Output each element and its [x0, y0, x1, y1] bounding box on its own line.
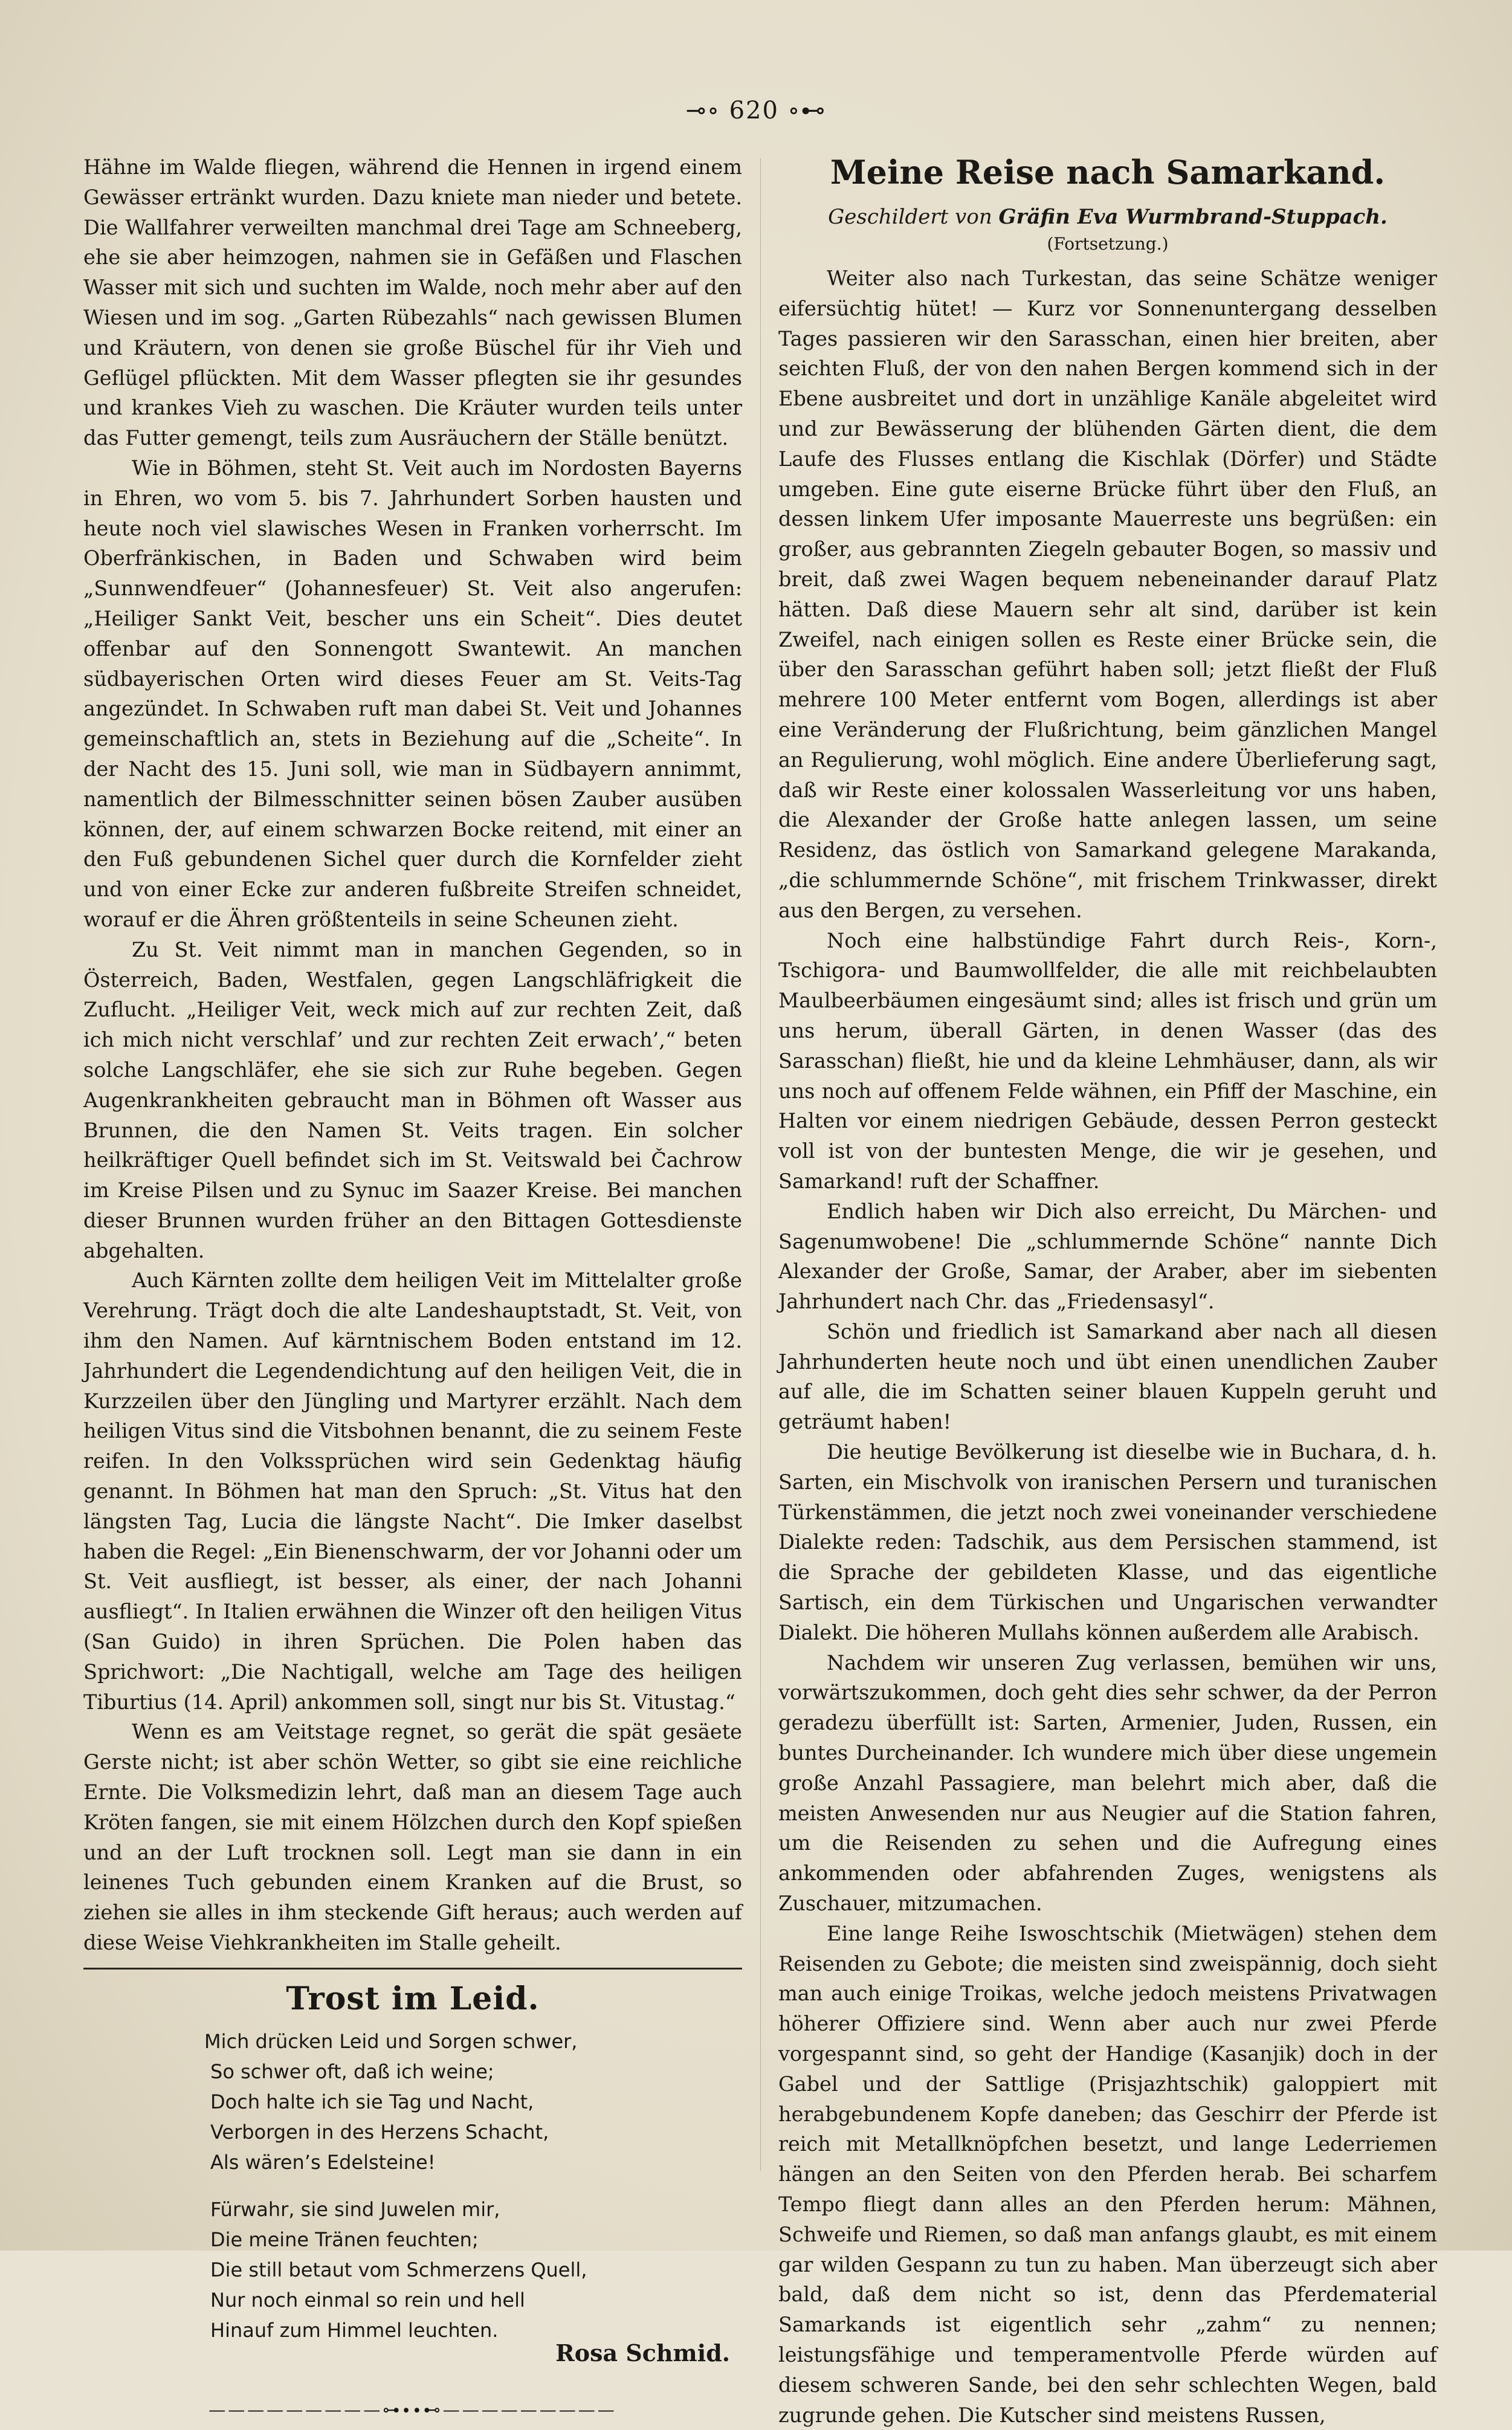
article-continuation-note: (Fortsetzung.) [1047, 234, 1169, 254]
ornament-right: ∘⊷ [778, 97, 827, 124]
byline-prefix: Geschildert von [828, 205, 992, 229]
poem-top-rule [83, 1968, 742, 1970]
left-paragraph-1: Hähne im Walde fliegen, während die Hennen in irgend einem Gewässer ertränkt wurden. Dazu kniete man nieder und betete. Die Wallfahrer verweilten manchmal drei Tage am Schneeberg, ehe sie aber heimzogen, nahmen sie in Gefäßen und Flaschen Wasser mit sich und suchten im Walde, noch mehr aber auf den Wiesen und im sog. „Garten Rübezahls“ nach gewissen Blumen und Kräutern, von denen sie große Büschel für ihr Vieh und Geflügel pflückten. Mit dem Wasser pflegten sie ihr gesundes und krankes Vieh zu waschen. Die Kräuter wurden teils unter das Futter gemengt, teils zum Ausräuchern der Ställe benützt. [83, 155, 742, 450]
poem-stanza-2 [210, 2194, 742, 2345]
article-paragraph-2: Noch eine halbstündige Fahrt durch Reis-, Korn-, Tschigora- und Baumwollfelder, die alle mit reichbelaubten Maulbeerbäumen eingesäumt sind; alles ist frisch und grün um uns herum, überall Gärten, in denen Wasser (das des Sarasschan) fließt, hie und da kleine Lehmhäuser, dann, als wir uns noch auf offenem Felde wähnen, ein Pfiff der Maschine, ein Halten vor einem niedrigen Gebäude, dessen Perron gesteckt voll ist von der buntesten Menge, die wir je gesehen, und Samarkand! ruft der Schaffner. [778, 928, 1437, 1193]
poem-author: Rosa Schmid. [555, 2339, 730, 2367]
poem-body [204, 2026, 742, 2345]
article-paragraph-6: Nachdem wir unseren Zug verlassen, bemühen wir uns, vorwärtszukommen, doch geht dies sehr schwer, da der Perron geradezu überfüllt ist: Sarten, Armenier, Juden, Russen, ein buntes Durcheinander. Ich wundere mich über diese ungemein große Anzahl Passagiere, man belehrt mich aber, daß die meisten Anwesenden nur aus Neugier auf die Station fahren, um die Reisenden zu sehen und die Aufregung eines ankommenden oder abfahrenden Zuges, wenigstens als Zuschauer, mitzumachen. [778, 1650, 1437, 1916]
left-paragraph-2: Wie in Böhmen, steht St. Veit auch im Nordosten Bayerns in Ehren, wo vom 5. bis 7. Jahrhundert Sorben hausten und heute noch viel slawisches Wesen in Franken vorherrscht. Im Oberfränkischen, in Baden und Schwaben wird beim „Sunnwendfeuer“ (Johannesfeuer) St. Veit also angerufen: „Heiliger Sankt Veit, bescher uns ein Scheit“. Dies deutet offenbar auf den Sonnengott Swantewit. An manchen südbayerischen Orten wird dieses Feuer am St. Veits-Tag angezündet. In Schwaben ruft man dabei St. Veit und Johannes gemeinschaftlich an, stets in Beziehung auf die „Scheite“. In der Nacht des 15. Juni soll, wie man in Südbayern annimmt, namentlich der Bilmesschnitter seinen bösen Zauber ausüben können, der, auf einem schwarzen Bocke reitend, mit einer an den Fuß gebundenen Sichel quer durch die Kornfelder zieht und von einer Ecke zur anderen fußbreite Streifen schneidet, worauf er die Ähren größtenteils in seine Scheunen zieht. [83, 456, 742, 931]
article-paragraph-3: Endlich haben wir Dich also erreicht, Du Märchen- und Sagenumwobene! Die „schlummernde Schöne“ nannte Dich Alexander der Große, Samar, der Araber, aber im siebenten Jahrhundert nach Chr. das „Friedensasyl“. [778, 1199, 1437, 1314]
left-paragraph-3: Zu St. Veit nimmt man in manchen Gegenden, so in Österreich, Baden, Westfalen, gegen Langschläfrigkeit die Zuflucht. „Heiliger Veit, weck mich auf zur rechten Zeit, daß ich mich nicht verschlaf’ und zur rechten Zeit erwach’,“ beten solche Langschläfer, ehe sie sich zur Ruhe begeben. Gegen Augenkrankheiten gebraucht man in Böhmen oft Wasser aus Brunnen, die den Namen St. Veits tragen. Ein solcher heilkräftiger Quell befindet sich im St. Veitswald bei Čachrow im Kreise Pilsen und zu Synuc im Saazer Kreise. Bei manchen dieser Brunnen wurden früher an den Bittagen Gottesdienste abgehalten. [83, 937, 742, 1262]
ornamental-divider-icon: —————————⊶∙∙⊷————————— [208, 2399, 617, 2420]
left-column [83, 152, 742, 2425]
page-number-value: 620 [729, 97, 779, 124]
left-paragraph-5: Wenn es am Veitstage regnet, so gerät die spät gesäete Gerste nicht; ist aber schön Wetter, so gibt sie eine reichliche Ernte. Die Volksmedizin lehrt, daß man an diesem Tage auch Kröten fangen, sie mit einem Hölzchen durch den Kopf spießen und an der Luft trocknen soll. Legt man sie dann in ein leinenes Tuch gebunden einem Kranken auf die Brust, so ziehen sie alles in ihm steckende Gift heraus; auch werden auf diese Weise Viehkrankheiten im Stalle geheilt. [83, 1720, 742, 1955]
right-column [778, 152, 1437, 2430]
poem-line: Hinauf zum Himmel leuchten. [210, 2318, 499, 2342]
column-separator [760, 158, 761, 2171]
poem-line: Mich drücken Leid und Sorgen schwer, [204, 2029, 578, 2053]
article-paragraph-7: Eine lange Reihe Iswoschtschik (Mietwägen) stehen dem Reisenden zu Gebote; die meisten sind zweispännig, doch sieht man auch einige Troikas, welche jedoch meistens Privatwagen höherer Offiziere sind. Wenn aber auch nur zwei Pferde vorgespannt sind, so geht der Handige (Kasanjik) doch in der Gabel und der Sattlige (Prisjazhtschik) galoppiert mit herabgebundenem Kopfe daneben; das Geschirr der Pferde ist reich mit Metallknöpfchen besetzt, und lange Lederriemen hängen an den Seiten von den Pferden herab. Bei scharfem Tempo fliegt dann alles an den Pferden herum: Mähnen, Schweife und Riemen, so daß man anfangs glaubt, es mit einem gar wilden Gespann zu tun zu haben. Man überzeugt sich aber bald, daß dem nicht so ist, denn das Pferdematerial Samarkands ist eigentlich sehr „zahm“ zu nennen; leistungsfähige und temperamentvolle Pferde würden auf diesem schweren Sande, bei den sehr schlechten Wegen, bald zugrunde gehen. Die Kutscher sind meistens Russen, [778, 1921, 1437, 2427]
poem-line: So schwer oft, daß ich weine; [210, 2060, 494, 2083]
page-number [0, 97, 1512, 124]
poem-stanza-1 [204, 2026, 742, 2177]
poem-title: Trost im Leid. [286, 1980, 540, 2017]
poem-line: Die still betaut vom Schmerzens Quell, [210, 2258, 587, 2281]
article-paragraph-5: Die heutige Bevölkerung ist dieselbe wie in Buchara, d. h. Sarten, ein Mischvolk von iranischen Persern und turanischen Türkenstämmen, die jetzt noch zwei voneinander verschiedene Dialekte reden: Tadschik, aus dem Persischen stammend, ist die Sprache der gebildeten Klasse, und das eigentliche Sartisch, ein dem Türkischen und Ungarischen verwandter Dialekt. Die höheren Mullahs können außerdem alle Arabisch. [778, 1440, 1437, 1644]
article-title: Meine Reise nach Samarkand. [830, 153, 1386, 192]
left-paragraph-4: Auch Kärnten zollte dem heiligen Veit im Mittelalter große Verehrung. Trägt doch die alte Landeshauptstadt, St. Veit, von ihm den Namen. Auf kärntnischem Boden entstand im 12. Jahrhundert die Legendendichtung auf den heiligen Veit, die in Kurzzeilen über den Jüngling und Martyrer erzählt. Nach dem heiligen Vitus sind die Vitsbohnen benannt, die zu seinem Feste reifen. In den Volkssprüchen wird sein Gedenktag häufig genannt. In Böhmen hat man den Spruch: „St. Vitus hat den längsten Tag, Lucia die längste Nacht“. Die Imker daselbst haben die Regel: „Ein Bienenschwarm, der vor Johanni oder um St. Veit ausfliegt, ist besser, als einer, der nach Johanni ausfliegt“. In Italien erwähnen die Winzer oft den heiligen Vitus (San Guido) in ihren Sprüchen. Die Polen haben das Sprichwort: „Die Nachtigall, welche am Tage des heiligen Tiburtius (14. April) ankommen soll, singt nur bis St. Vitustag.“ [83, 1268, 742, 1714]
poem-line: Fürwahr, sie sind Juwelen mir, [210, 2197, 500, 2221]
poem-line: Doch halte ich sie Tag und Nacht, [210, 2090, 534, 2113]
byline-author: Gräfin Eva Wurmbrand-Stuppach. [998, 205, 1388, 229]
article-paragraph-4: Schön und friedlich ist Samarkand aber nach all diesen Jahrhunderten heute noch und übt einen unendlichen Zauber auf alle, die im Schatten seiner blauen Kuppeln geruht und geträumt haben! [778, 1319, 1437, 1434]
poem-line: Die meine Tränen feuchten; [210, 2228, 479, 2251]
ornament-left: ⊸∘ [685, 97, 729, 124]
article-paragraph-1: Weiter also nach Turkestan, das seine Schätze weniger eifersüchtig hütet! — Kurz vor Sonnenuntergang desselben Tages passieren wir den Sarasschan, einen hier breiten, aber seichten Fluß, der von den nahen Bergen kommend sich in der Ebene ausbreitet und dort in unzählige Kanäle abgeleitet wird und zur Bewässerung der blühenden Gärten dient, die dem Laufe des Flusses entlang die Kischlak (Dörfer) und Städte umgeben. Eine gute eiserne Brücke führt über den Fluß, an dessen linkem Ufer imposante Mauerreste uns begrüßen: ein großer, aus gebrannten Ziegeln gebauter Bogen, so massiv und breit, daß zwei Wagen bequem nebeneinander darauf Platz hätten. Daß diese Mauern sehr alt sind, darüber ist kein Zweifel, nach einigen sollen es Reste einer Brücke sein, die über den Sarasschan geführt haben soll; jetzt fließt der Fluß mehrere 100 Meter entfernt vom Bogen, allerdings ist aber eine Veränderung der Flußrichtung, beim gänzlichen Mangel an Regulierung, wohl möglich. Eine andere Überlieferung sagt, daß wir Reste einer kolossalen Wasserleitung vor uns haben, die Alexander der Große hatte anlegen lassen, um seine Residenz, das östlich von Samarkand gelegene Marakanda, „die schlummernde Schöne“, mit frischem Trinkwasser, direkt aus den Bergen, zu versehen. [778, 267, 1437, 922]
poem-line: Nur noch einmal so rein und hell [210, 2288, 525, 2312]
poem-line: Verborgen in des Herzens Schacht, [210, 2120, 549, 2144]
poem-line: Als wären’s Edelsteine! [210, 2150, 436, 2174]
article-byline [778, 203, 1437, 231]
